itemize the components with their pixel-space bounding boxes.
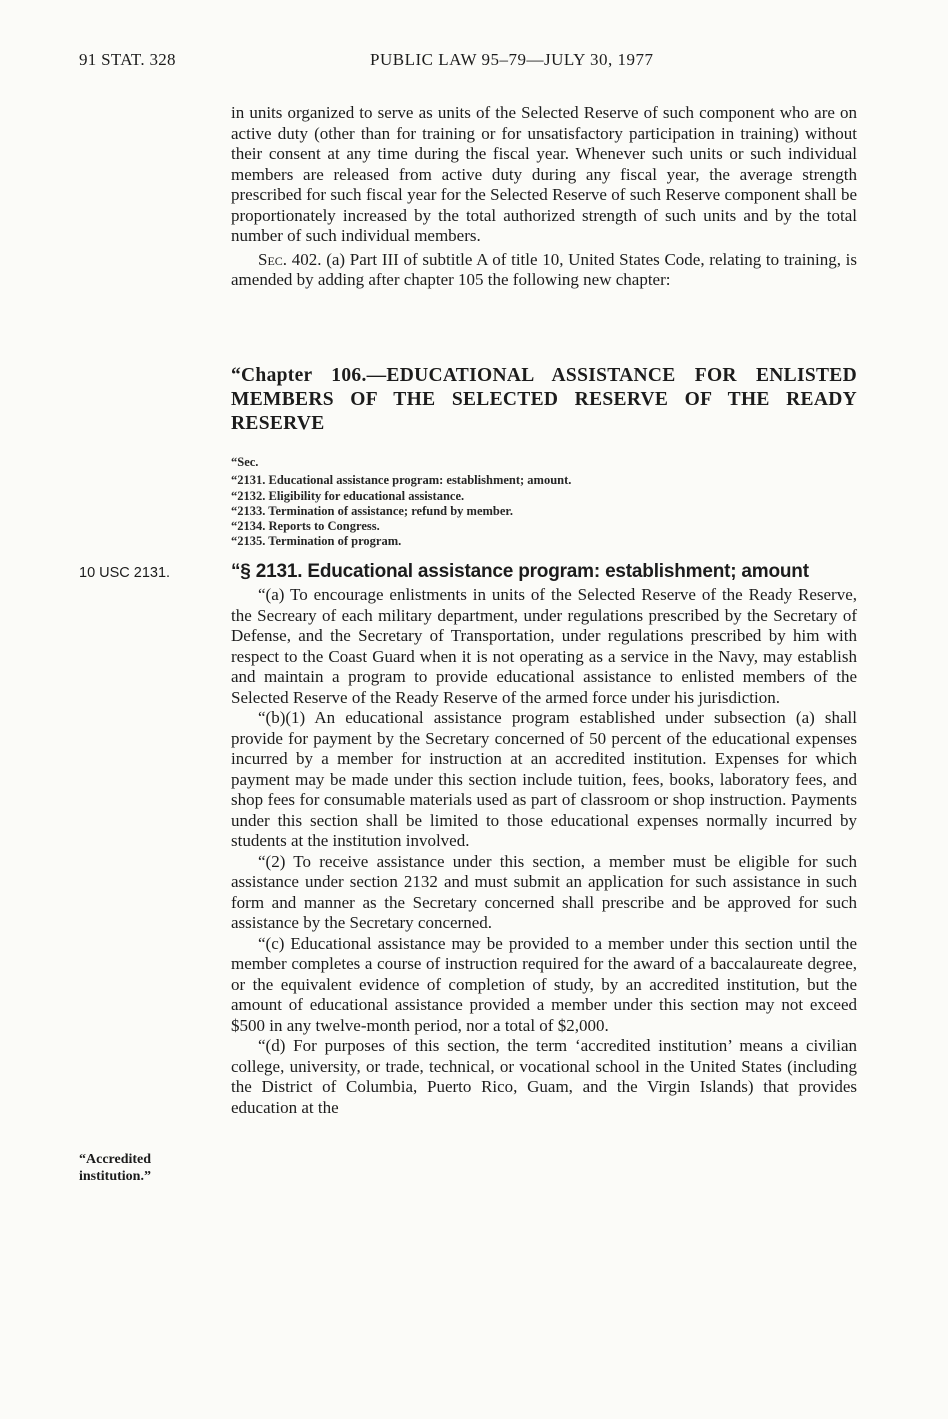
usc-margin-note: 10 USC 2131.	[79, 565, 171, 581]
paragraph-b1: “(b)(1) An educational assistance program established under subsection (a) shall provide for payment by the Secretary concerned of 50 percent of the educational expenses incurred by a member for instruction at an accredited institution. Expenses for which payment may be made under this section include tuition, fees, books, laboratory fees, and shop fees for consumable materials used as part of classroom or shop instruction. Payments under this section shall be limited to those educational expenses normally incurred by students at the institution involved.	[231, 708, 857, 850]
page-stat-number: 91 STAT. 328	[79, 50, 176, 69]
toc-item: “2135. Termination of program.	[231, 534, 402, 549]
sec-402-text: 402. (a) Part III of subtitle A of title 10, United States Code, relating to training, is amended by adding after chapter 105 the following new chapter:	[231, 249, 857, 289]
paragraph-a: “(a) To encourage enlistments in units of the Selected Reserve of the Ready Reserve, the Secreary of each military department, under regulations prescribed by the Secretary of Defense, and the Secretary of Transportation, under regulations prescribed by him with respect to the Coast Guard when it is not operating as a service in the Navy, may establish and maintain a program to provide educational assistance to enlisted members of the Selected Reserve of the Ready Reserve of the armed force under his jurisdiction.	[231, 585, 857, 707]
toc-item: “Sec.	[231, 455, 259, 469]
page-running-head: PUBLIC LAW 95–79—JULY 30, 1977	[370, 50, 654, 69]
chapter-heading-block	[231, 364, 857, 436]
paragraph-c: “(c) Educational assistance may be provided to a member under this section until the member completes a course of instruction required for the award of a baccalaureate degree, or the equivalent evidence of completion of study, by an accredited institution, but the amount of educational assistance provided a member under this section may not exceed $500 in any twelve-month period, nor a total of $2,000.	[231, 933, 857, 1035]
chapter-toc	[231, 455, 857, 550]
accredited-note-line1: “Accredited	[79, 1152, 152, 1167]
section-2131-heading: “§ 2131. Educational assistance program: establishment; amount	[231, 561, 809, 582]
toc-item: “2132. Eligibility for educational assistance.	[231, 488, 465, 503]
paragraph-d: “(d) For purposes of this section, the term ‘accredited institution’ means a civilian college, university, or trade, technical, or vocational school in the United States (including the District of Columbia, Puerto Rico, Guam, and the Virgin Islands) that provides education at the	[231, 1036, 857, 1117]
toc-item: “2134. Reports to Congress.	[231, 519, 380, 534]
continuation-paragraph: in units organized to serve as units of the Selected Reserve of such component who are on active duty (other than for training or for unsatisfactory participation in training) without their consent at any time during the fiscal year. Whenever such units or such individual members are released from active duty during any fiscal year, the average strength prescribed for such fiscal year for the Selected Reserve of such Reserve component shall be proportionately increased by the total authorized strength of such units and by the total number of such individual members.	[231, 103, 857, 245]
chapter-heading: “Chapter 106.—EDUCATIONAL ASSISTANCE FOR ENLISTED MEMBERS OF THE SELECTED RESERVE OF THE READY RESERVE	[231, 365, 857, 434]
section-402-paragraph	[231, 250, 857, 291]
accredited-note-line2: institution.”	[79, 1169, 151, 1184]
sec-label: Sec.	[258, 249, 288, 269]
accredited-margin-note	[79, 1151, 151, 1185]
toc-item: “2133. Termination of assistance; refund by member.	[231, 503, 513, 518]
text-block-top	[231, 103, 857, 291]
toc-item: “2131. Educational assistance program: establishment; amount.	[231, 473, 572, 488]
paragraph-b2: “(2) To receive assistance under this section, a member must be eligible for such assistance under section 2132 and must submit an application for such assistance in such form and manner as the Secretary concerned shall prescribe and be approved for such assistance by the Secretary concerned.	[231, 851, 857, 932]
text-block-section	[231, 561, 857, 1118]
